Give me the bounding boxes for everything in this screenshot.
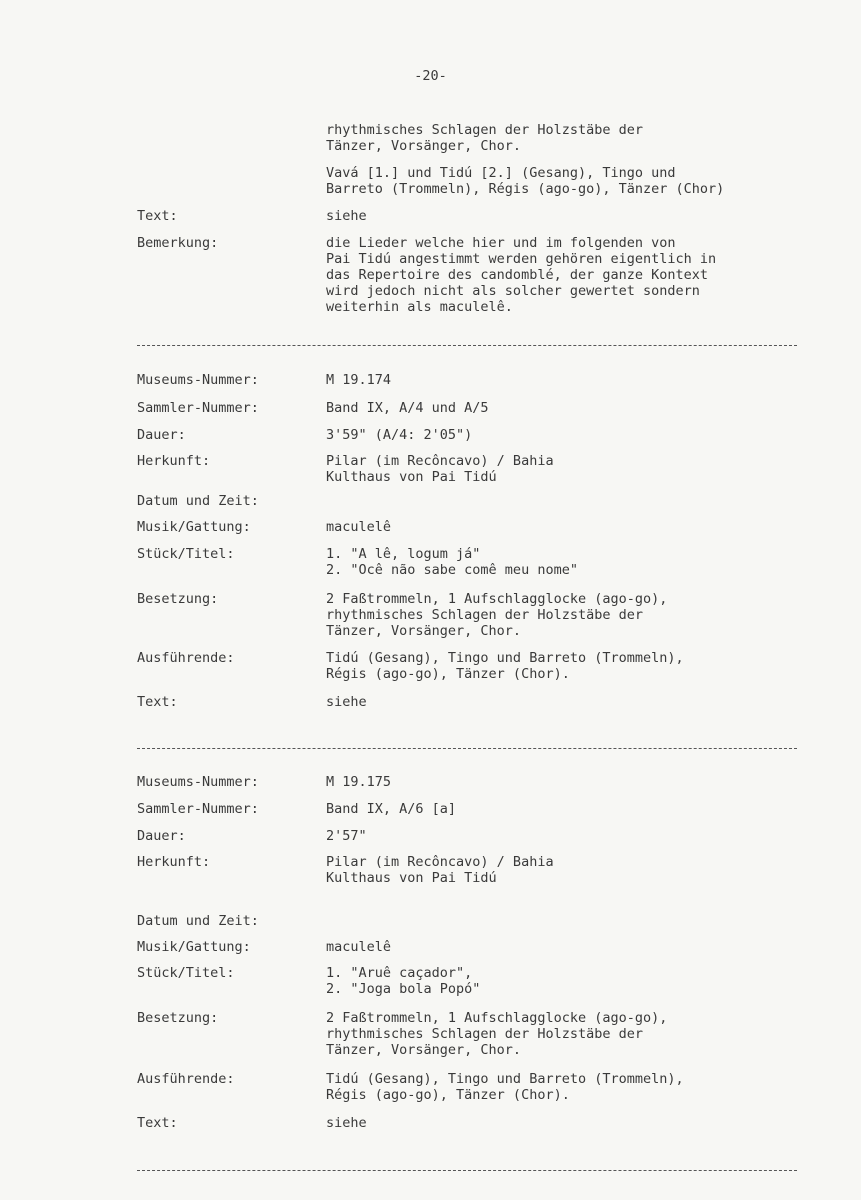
instrumentation-line: 2 Faßtrommeln, 1 Aufschlagglocke (ago-go),	[326, 591, 668, 607]
date-label: Datum und Zeit:	[137, 913, 259, 929]
instrumentation-line: 2 Faßtrommeln, 1 Aufschlagglocke (ago-go),	[326, 1010, 668, 1026]
genre-label: Musik/Gattung:	[137, 519, 251, 535]
instrumentation-label: Besetzung:	[137, 1010, 219, 1026]
title-line: 1. "Aruê caçador",	[326, 965, 473, 981]
instrumentation-label: Besetzung:	[137, 591, 219, 607]
museum-number-label: Museums-Nummer:	[137, 372, 259, 388]
continued-instrumentation-line: rhythmisches Schlagen der Holzstäbe der	[326, 122, 643, 138]
collector-number-label: Sammler-Nummer:	[137, 400, 259, 416]
performers-line: Tidú (Gesang), Tingo und Barreto (Trommeln),	[326, 650, 684, 666]
text-label: Text:	[137, 1115, 178, 1131]
remark-line: wird jedoch nicht als solcher gewertet sondern	[326, 283, 700, 299]
continued-instrumentation-line: Tänzer, Vorsänger, Chor.	[326, 138, 522, 154]
separator-line	[137, 1170, 797, 1171]
instrumentation-line: Tänzer, Vorsänger, Chor.	[326, 623, 522, 639]
text-value: siehe	[326, 1115, 367, 1131]
remark-line: das Repertoire des candomblé, der ganze Kontext	[326, 267, 709, 283]
genre-value: maculelê	[326, 939, 392, 955]
origin-line: Kulthaus von Pai Tidú	[326, 469, 497, 485]
duration-label: Dauer:	[137, 427, 186, 443]
remark-line: weiterhin als maculelê.	[326, 299, 513, 315]
museum-number-value: M 19.174	[326, 372, 392, 388]
performers-label: Ausführende:	[137, 1071, 235, 1087]
date-label: Datum und Zeit:	[137, 493, 259, 509]
title-line: 2. "Joga bola Popó"	[326, 981, 481, 997]
origin-line: Pilar (im Recôncavo) / Bahia	[326, 854, 554, 870]
title-label: Stück/Titel:	[137, 965, 235, 981]
page-number: -20-	[414, 68, 447, 84]
text-value: siehe	[326, 694, 367, 710]
instrumentation-line: Tänzer, Vorsänger, Chor.	[326, 1042, 522, 1058]
title-line: 1. "A lê, logum já"	[326, 546, 481, 562]
performers-line: Tidú (Gesang), Tingo und Barreto (Trommeln),	[326, 1071, 684, 1087]
collector-number-value: Band IX, A/6 [a]	[326, 801, 457, 817]
performers-label: Ausführende:	[137, 650, 235, 666]
genre-label: Musik/Gattung:	[137, 939, 251, 955]
museum-number-label: Museums-Nummer:	[137, 774, 259, 790]
origin-line: Kulthaus von Pai Tidú	[326, 870, 497, 886]
title-line: 2. "Ocê não sabe comê meu nome"	[326, 562, 578, 578]
origin-line: Pilar (im Recôncavo) / Bahia	[326, 453, 554, 469]
performers-line: Régis (ago-go), Tänzer (Chor).	[326, 666, 570, 682]
text-label: Text:	[137, 208, 178, 224]
separator-line	[137, 345, 797, 346]
continued-performers-line: Barreto (Trommeln), Régis (ago-go), Tänzer (Chor)	[326, 181, 725, 197]
text-label: Text:	[137, 694, 178, 710]
duration-value: 2'57"	[326, 828, 367, 844]
collector-number-label: Sammler-Nummer:	[137, 801, 259, 817]
performers-line: Régis (ago-go), Tänzer (Chor).	[326, 1087, 570, 1103]
origin-label: Herkunft:	[137, 854, 211, 870]
title-label: Stück/Titel:	[137, 546, 235, 562]
instrumentation-line: rhythmisches Schlagen der Holzstäbe der	[326, 1026, 643, 1042]
collector-number-value: Band IX, A/4 und A/5	[326, 400, 489, 416]
duration-value: 3'59" (A/4: 2'05")	[326, 427, 473, 443]
remark-line: Pai Tidú angestimmt werden gehören eigentlich in	[326, 251, 717, 267]
museum-number-value: M 19.175	[326, 774, 392, 790]
separator-line	[137, 748, 797, 749]
text-value: siehe	[326, 208, 367, 224]
instrumentation-line: rhythmisches Schlagen der Holzstäbe der	[326, 607, 643, 623]
remark-line: die Lieder welche hier und im folgenden von	[326, 235, 676, 251]
continued-performers-line: Vavá [1.] und Tidú [2.] (Gesang), Tingo und	[326, 165, 676, 181]
genre-value: maculelê	[326, 519, 392, 535]
duration-label: Dauer:	[137, 828, 186, 844]
remark-label: Bemerkung:	[137, 235, 219, 251]
origin-label: Herkunft:	[137, 453, 211, 469]
